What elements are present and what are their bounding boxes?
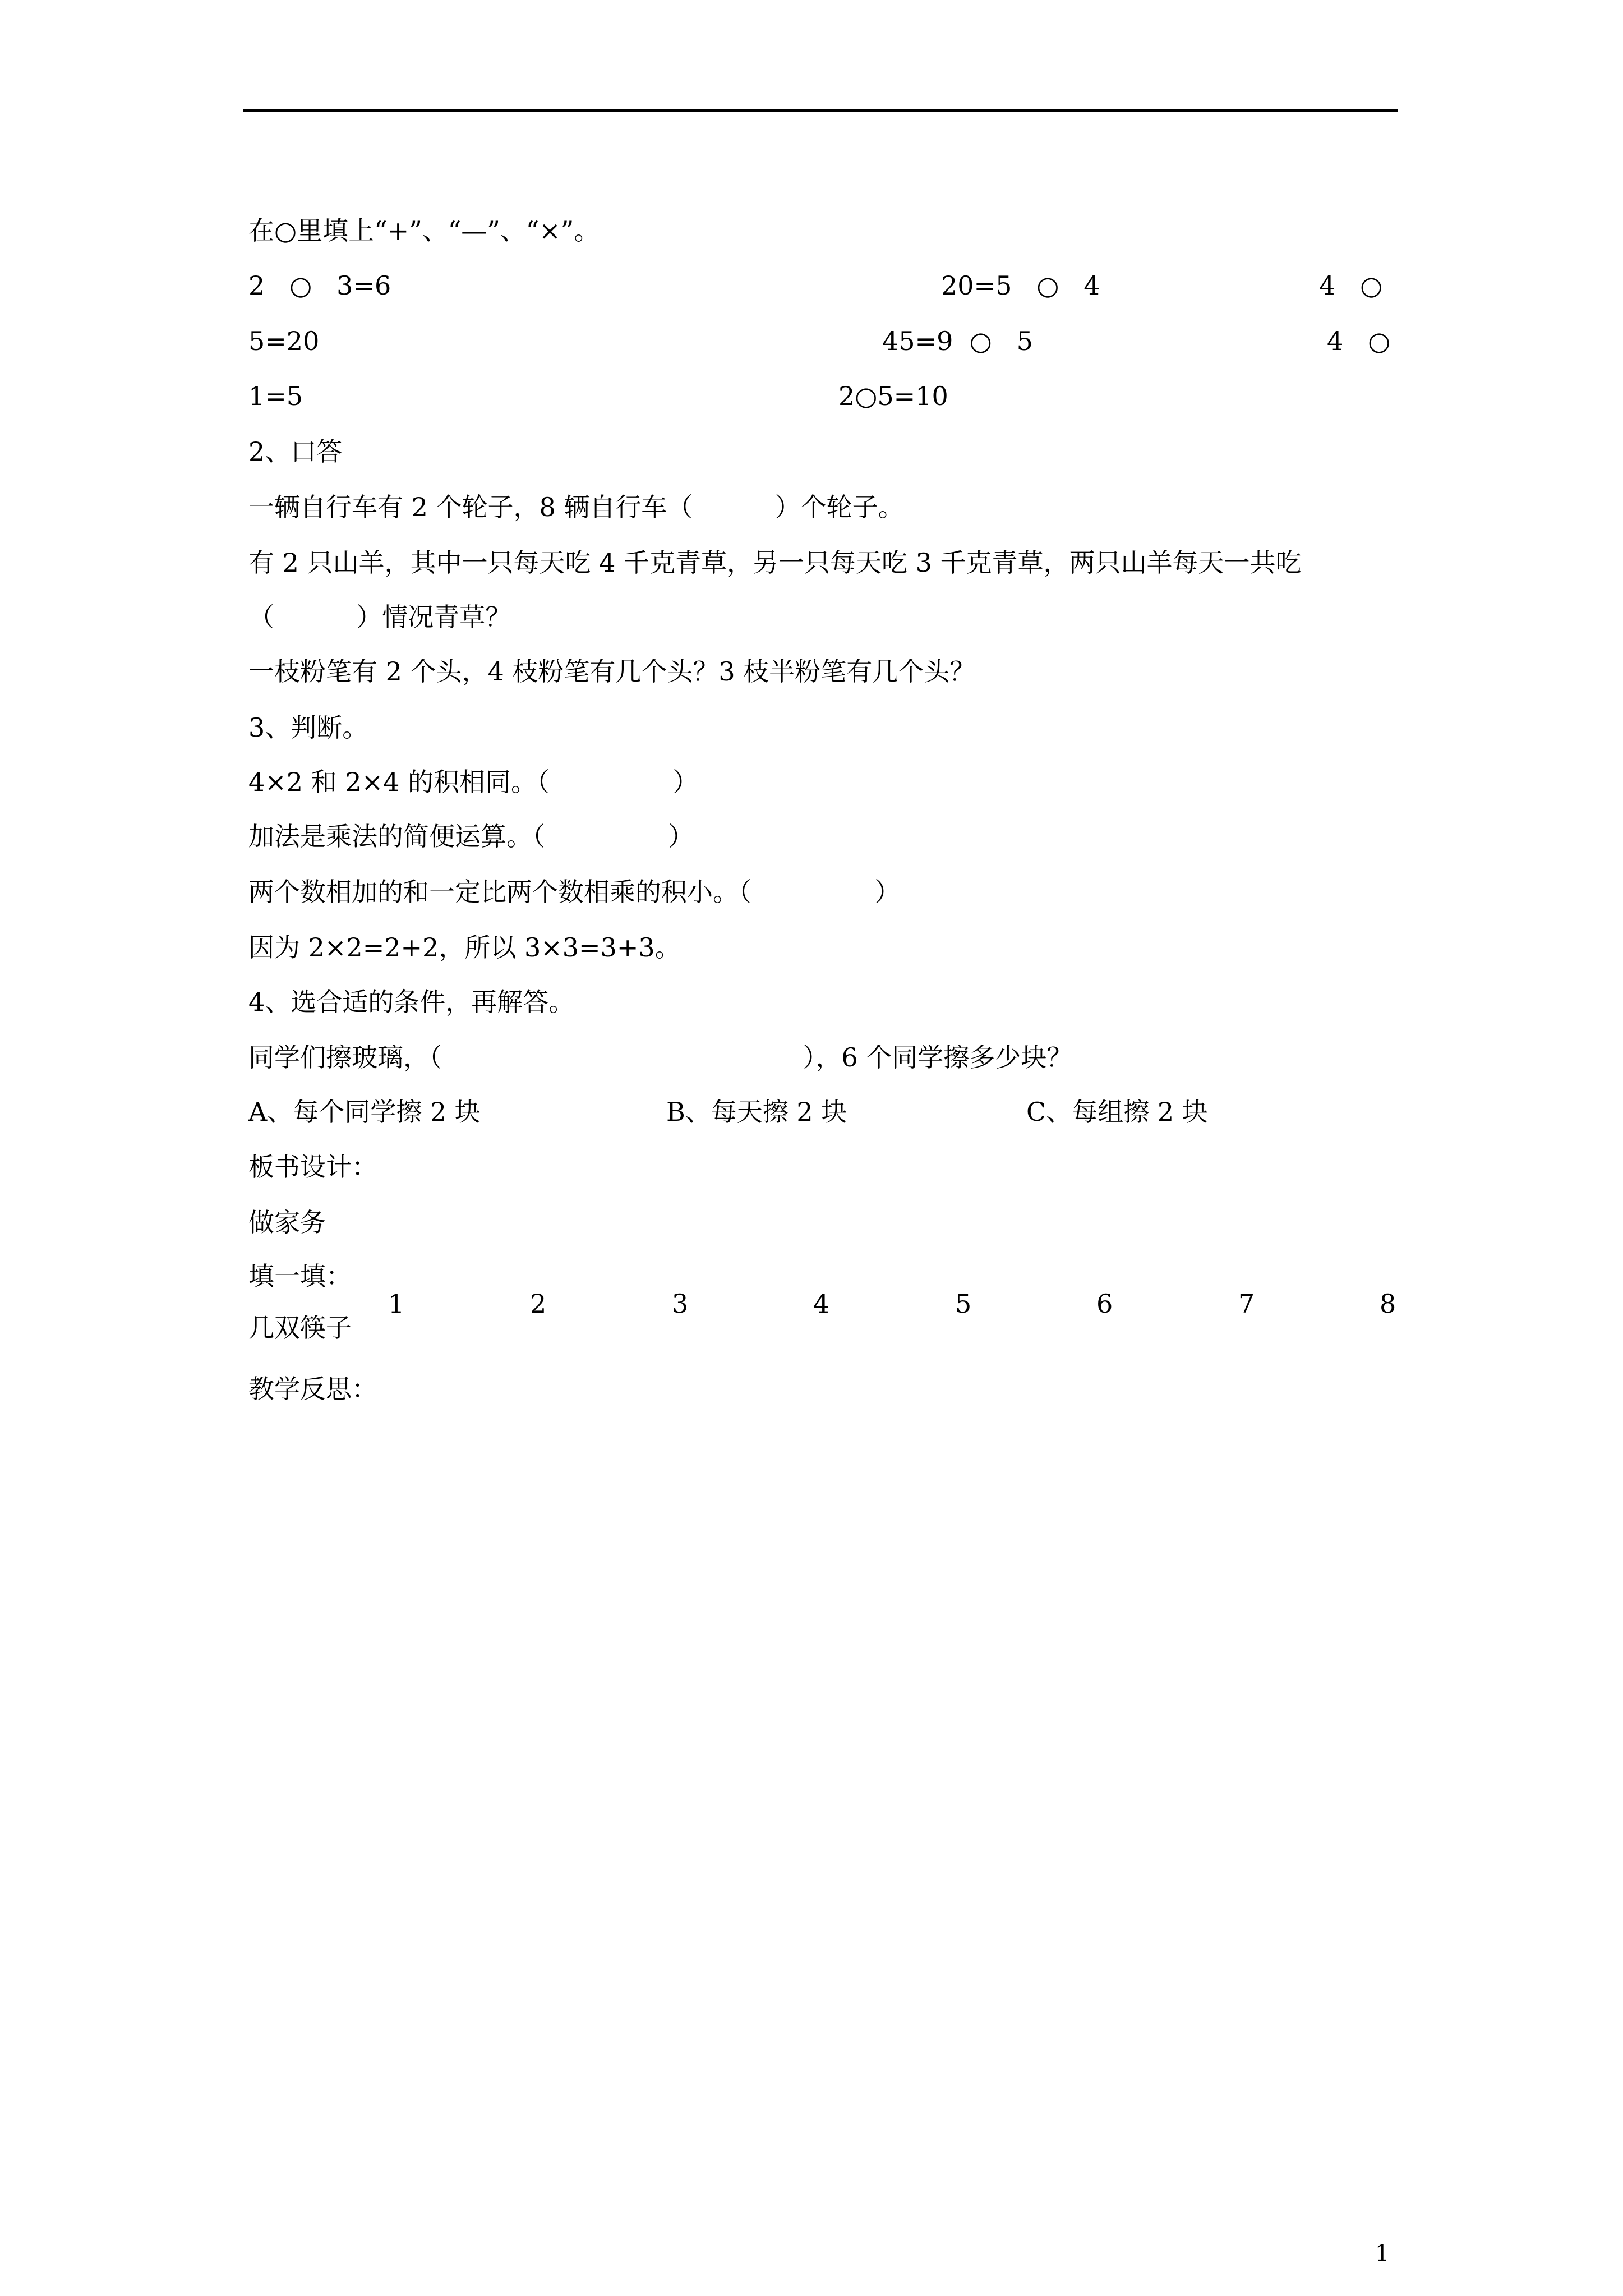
board-number-1: 1 [388,1289,405,1319]
oral-q2-line1: 有 2 只山羊，其中一只每天吃 4 千克青草，另一只每天吃 3 千克青草，两只山羊每天一共吃 [248,547,1302,578]
board-number-2: 2 [530,1289,547,1319]
oral-title: 2、口答 [248,436,343,467]
board-fill-label: 填一填： [248,1261,352,1291]
board-subtitle: 做家务 [248,1207,326,1237]
page-number: 1 [1375,2240,1390,2266]
choose-title: 4、选合适的条件，再解答。 [248,987,575,1017]
choose-option-b: B、每天擦 2 块 [666,1097,847,1127]
board-number-8: 8 [1380,1289,1396,1319]
judge-q2: 加法是乘法的简便运算。（ ） [248,821,694,852]
fill-ops-row2-a: 5=20 [248,326,320,356]
board-number-5: 5 [955,1289,972,1319]
judge-q4: 因为 2×2=2+2，所以 3×3=3+3。 [248,932,681,963]
fill-ops-row2-c: 4 ○ [1327,326,1391,356]
fill-ops-row3-b: 2○5=10 [838,381,948,411]
fill-ops-title: 在○里填上“+”、“—”、“×”。 [248,215,600,246]
fill-ops-row1-b: 20=5 ○ 4 [941,270,1100,301]
judge-q1: 4×2 和 2×4 的积相同。（ ） [248,767,699,797]
board-number-4: 4 [813,1289,830,1319]
choose-option-a: A、每个同学擦 2 块 [248,1097,481,1127]
header-rule [243,109,1398,112]
board-row-label: 几双筷子 [248,1313,352,1343]
board-number-6: 6 [1096,1289,1113,1319]
board-title: 板书设计： [248,1152,377,1182]
oral-q2-line2: （ ）情况青草？ [248,602,511,632]
choose-question: 同学们擦玻璃，（ ），6 个同学擦多少块？ [248,1042,1073,1073]
board-number-3: 3 [672,1289,689,1319]
judge-title: 3、判断。 [248,712,368,743]
judge-q3: 两个数相加的和一定比两个数相乘的积小。（ ） [248,877,901,907]
fill-ops-row1-a: 2 ○ 3=6 [248,270,391,301]
fill-ops-row3-a: 1=5 [248,381,303,411]
reflection-title: 教学反思： [248,1374,377,1404]
choose-option-c: C、每组擦 2 块 [1026,1097,1208,1127]
fill-ops-row1-c: 4 ○ [1319,270,1383,301]
oral-q3: 一枝粉笔有 2 个头，4 枝粉笔有几个头？3 枝半粉笔有几个头？ [248,656,976,687]
fill-ops-row2-b: 45=9 ○ 5 [882,326,1033,356]
board-number-7: 7 [1238,1289,1255,1319]
oral-q1: 一辆自行车有 2 个轮子，8 辆自行车（ ）个轮子。 [248,492,904,522]
